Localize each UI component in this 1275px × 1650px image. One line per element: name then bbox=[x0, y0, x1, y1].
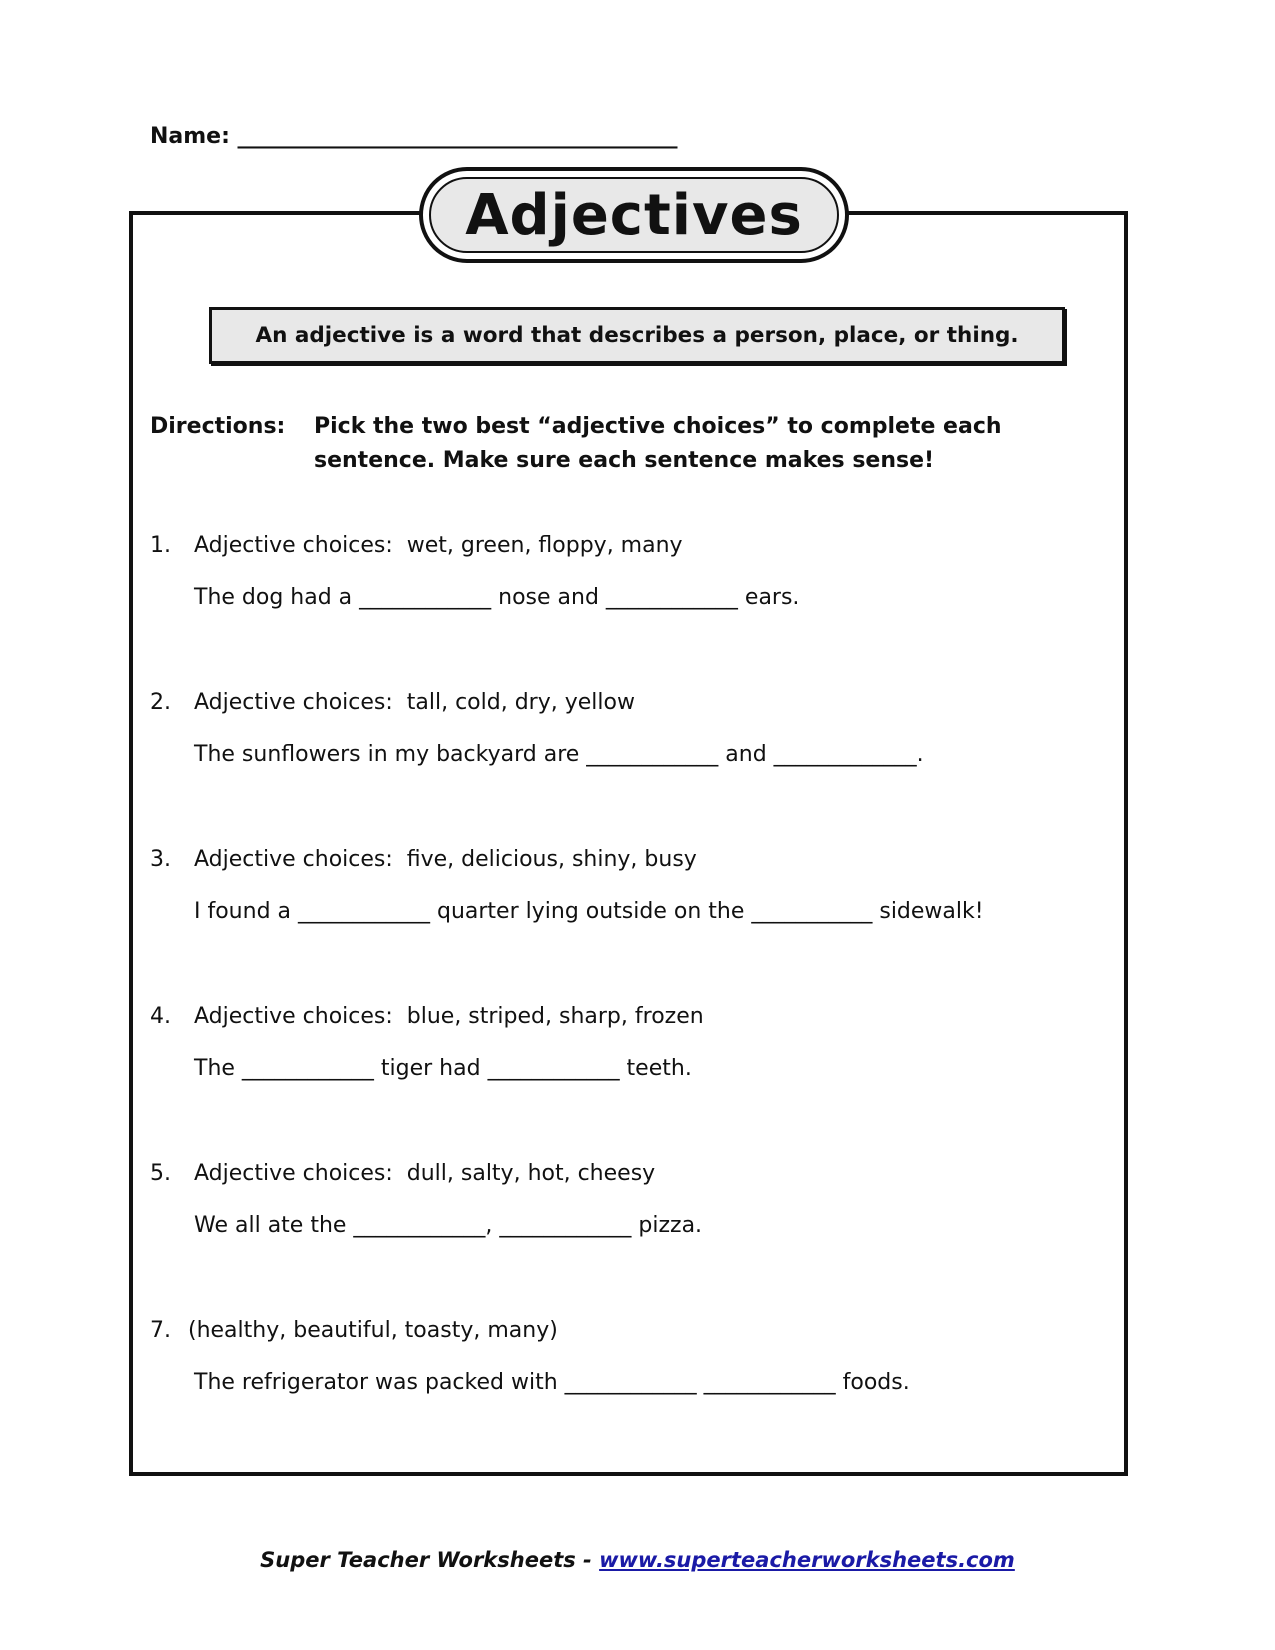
question-number: 1. bbox=[150, 533, 171, 558]
footer-link[interactable]: www.superteacherworksheets.com bbox=[599, 1548, 1015, 1572]
worksheet-frame bbox=[129, 211, 1128, 1476]
question-sentence: I found a ____________ quarter lying outside on the ___________ sidewalk! bbox=[194, 899, 984, 924]
adjective-choices: Adjective choices: blue, striped, sharp, frozen bbox=[194, 1004, 704, 1029]
question-number: 3. bbox=[150, 847, 171, 872]
directions-label: Directions: bbox=[150, 414, 286, 439]
question-number: 5. bbox=[150, 1161, 171, 1186]
adjective-choices: (healthy, beautiful, toasty, many) bbox=[188, 1318, 558, 1343]
title-badge bbox=[419, 167, 849, 263]
name-field-label: Name: ________________________________________ bbox=[150, 124, 678, 149]
adjective-choices: Adjective choices: dull, salty, hot, cheesy bbox=[194, 1161, 656, 1186]
footer bbox=[0, 1548, 1275, 1572]
question-number: 4. bbox=[150, 1004, 171, 1029]
adjective-choices: Adjective choices: five, delicious, shiny, busy bbox=[194, 847, 697, 872]
question-number: 2. bbox=[150, 690, 171, 715]
question-sentence: The dog had a ____________ nose and ____________ ears. bbox=[194, 585, 800, 610]
question-number: 7. bbox=[150, 1318, 171, 1343]
page-title: Adjectives bbox=[429, 177, 839, 253]
question-sentence: The ____________ tiger had ____________ teeth. bbox=[194, 1056, 692, 1081]
directions-text: Pick the two best “adjective choices” to complete each sentence. Make sure each sentence makes sense! bbox=[314, 414, 1002, 473]
definition-box: An adjective is a word that describes a person, place, or thing. bbox=[209, 307, 1065, 364]
adjective-choices: Adjective choices: wet, green, floppy, many bbox=[194, 533, 683, 558]
footer-brand: Super Teacher Worksheets - bbox=[260, 1548, 600, 1572]
adjective-choices: Adjective choices: tall, cold, dry, yellow bbox=[194, 690, 635, 715]
question-sentence: The refrigerator was packed with ____________ ____________ foods. bbox=[194, 1370, 910, 1395]
question-sentence: The sunflowers in my backyard are ____________ and _____________. bbox=[194, 742, 924, 767]
question-sentence: We all ate the ____________, ____________ pizza. bbox=[194, 1213, 703, 1238]
